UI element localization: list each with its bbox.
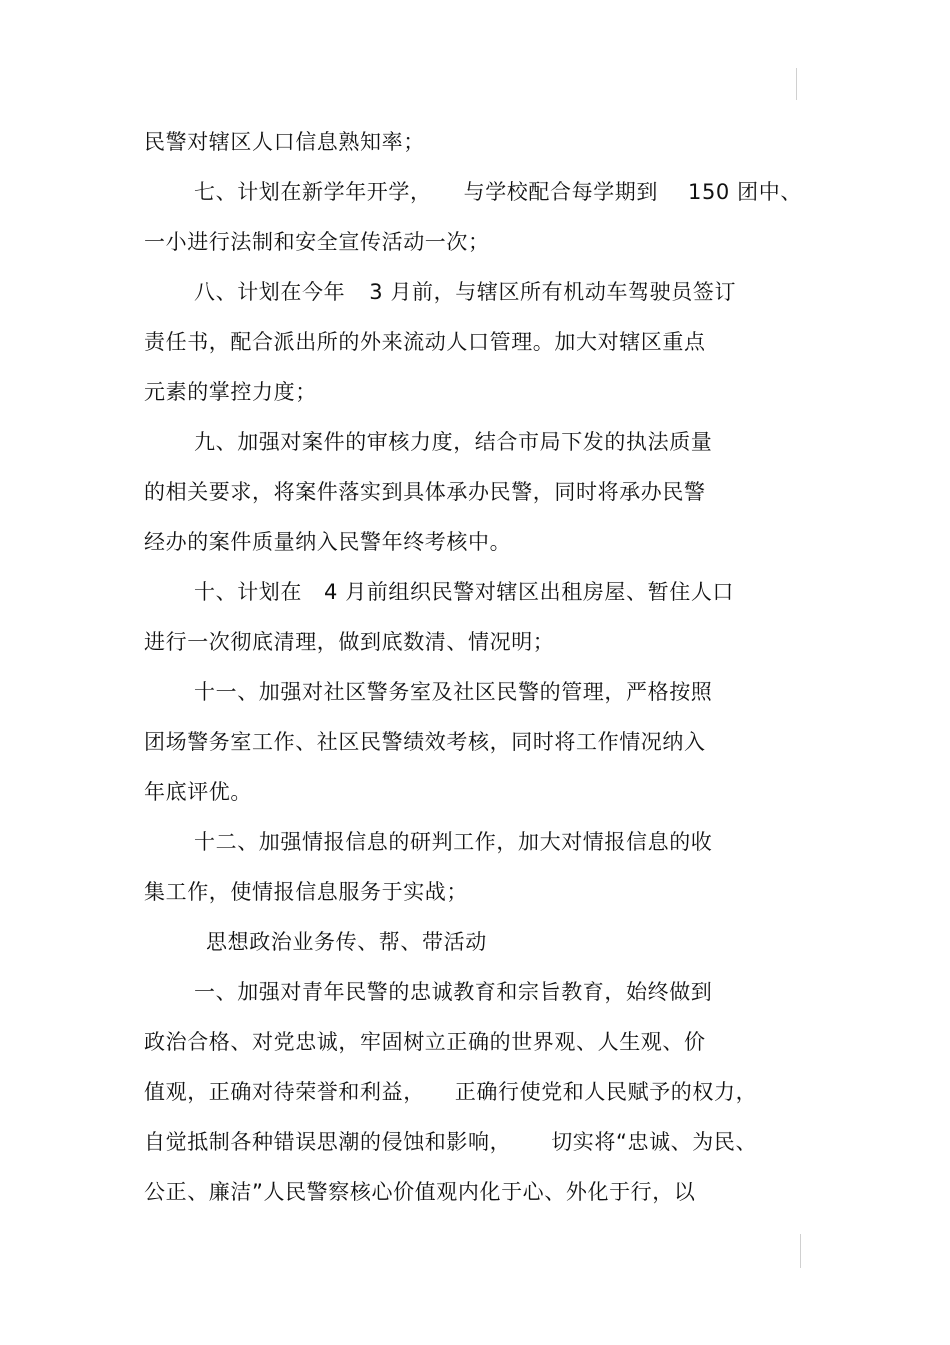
text-line: 九、加强对案件的审核力度，结合市局下发的执法质量: [194, 430, 713, 454]
text-line: 值观，正确对待荣誉和利益， 正确行使党和人民赋予的权力，: [144, 1080, 758, 1104]
page-edge-mark-top: [796, 68, 797, 100]
text-line: 十二、加强情报信息的研判工作，加大对情报信息的收: [194, 830, 713, 854]
text-line: 责任书，配合派出所的外来流动人口管理。加大对辖区重点: [144, 330, 706, 354]
text-line: 政治合格、对党忠诚，牢固树立正确的世界观、人生观、价: [144, 1030, 706, 1054]
text-line: 民警对辖区人口信息熟知率；: [144, 130, 425, 154]
text-line: 一小进行法制和安全宣传活动一次；: [144, 230, 490, 254]
text-line: 集工作，使情报信息服务于实战；: [144, 880, 468, 904]
text-line: 十一、加强对社区警务室及社区民警的管理，严格按照: [194, 680, 713, 704]
section-heading: 思想政治业务传、帮、带活动: [206, 930, 487, 954]
text-line: 元素的掌控力度；: [144, 380, 317, 404]
text-line: 的相关要求，将案件落实到具体承办民警，同时将承办民警: [144, 480, 706, 504]
text-line: 七、计划在新学年开学， 与学校配合每学期到 150 团中、: [194, 180, 802, 204]
text-line: 年底评优。: [144, 780, 252, 804]
page-edge-mark-bottom: [800, 1234, 801, 1268]
text-line: 十、计划在 4 月前组织民警对辖区出租房屋、暂住人口: [194, 580, 735, 604]
text-line: 进行一次彻底清理，做到底数清、情况明；: [144, 630, 555, 654]
text-line: 一、加强对青年民警的忠诚教育和宗旨教育，始终做到: [194, 980, 713, 1004]
text-line: 团场警务室工作、社区民警绩效考核，同时将工作情况纳入: [144, 730, 706, 754]
text-line: 经办的案件质量纳入民警年终考核中。: [144, 530, 512, 554]
text-line: 自觉抵制各种错误思潮的侵蚀和影响， 切实将“忠诚、为民、: [144, 1130, 758, 1154]
text-line: 八、计划在今年 3 月前，与辖区所有机动车驾驶员签订: [194, 280, 737, 304]
text-line: 公正、廉洁”人民警察核心价值观内化于心、外化于行，以: [144, 1180, 696, 1204]
